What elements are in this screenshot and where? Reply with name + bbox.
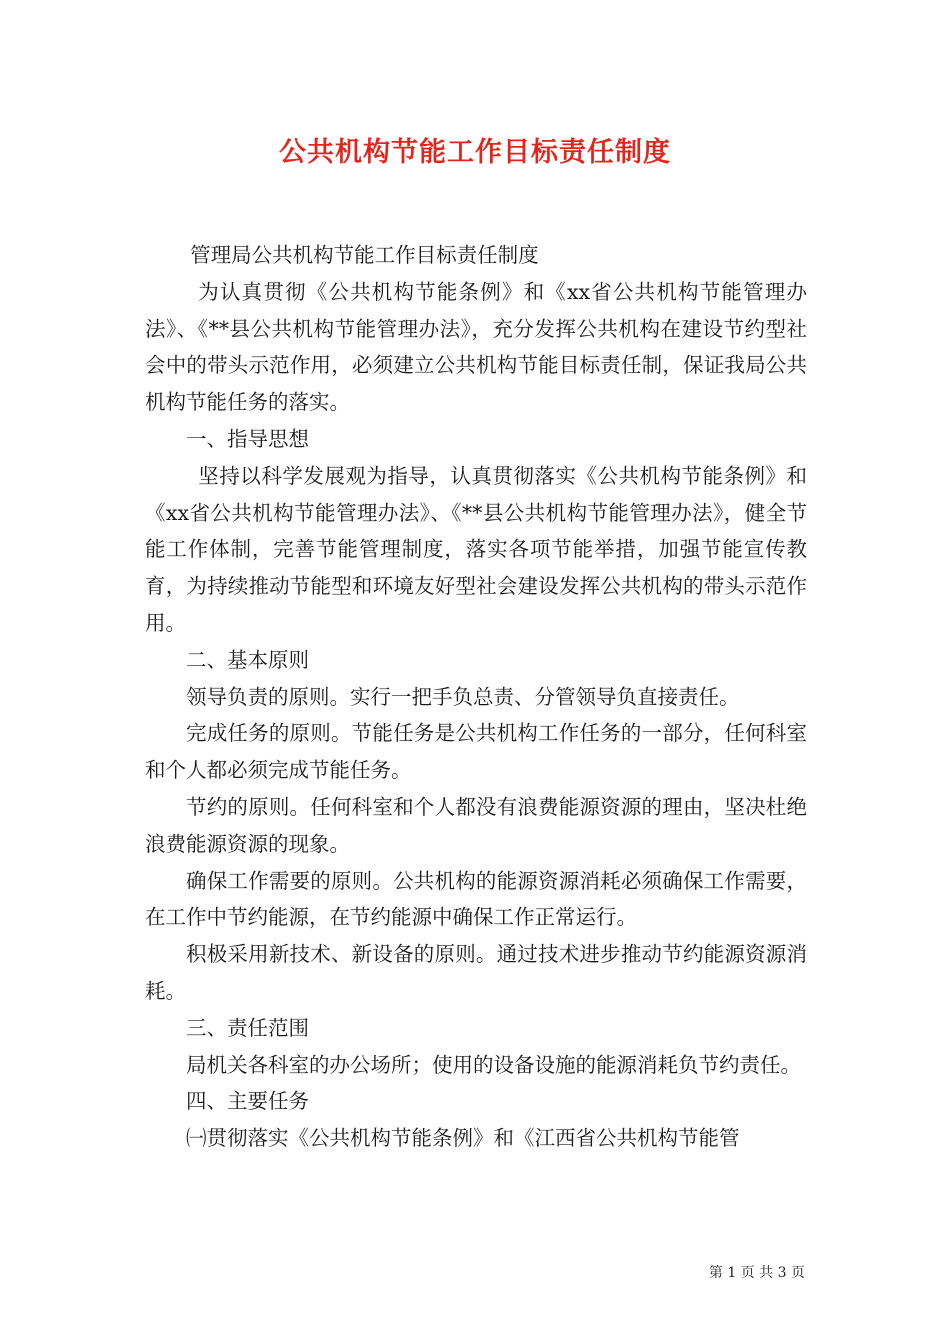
document-body bbox=[145, 237, 807, 1157]
scope-paragraph: 局机关各科室的办公场所；使用的设备设施的能源消耗负节约责任。 bbox=[186, 1052, 801, 1077]
document-title: 公共机构节能工作目标责任制度 bbox=[279, 137, 671, 168]
page-number: 第 1 页 共 3 页 bbox=[708, 1265, 805, 1281]
main-tasks-item-1: ㈠贯彻落实《公共机构节能条例》和《江西省公共机构节能管 bbox=[186, 1126, 740, 1151]
section-heading-main-tasks: 四、主要任务 bbox=[186, 1089, 309, 1114]
principle-task-completion-paragraph: 完成任务的原则。节能任务是公共机构工作任务的一部分，任何科室和个人都必须完成节能任务。 bbox=[145, 721, 807, 783]
section-heading-basic-principles: 二、基本原则 bbox=[186, 647, 309, 672]
guiding-ideology-paragraph: 坚持以科学发展观为指导，认真贯彻落实《公共机构节能条例》和《xx省公共机构节能管理办法》、《**县公共机构节能管理办法》，健全节能工作体制，完善节能管理制度，落实各项节能举措，加强节能宣传教育，为持续推动节能型和环境友好型社会建设发挥公共机构的带头示范作用。 bbox=[145, 463, 807, 635]
principle-leadership-paragraph: 领导负责的原则。实行一把手负总责、分管领导负直接责任。 bbox=[186, 684, 740, 709]
principle-saving-paragraph: 节约的原则。任何科室和个人都没有浪费能源资源的理由，坚决杜绝浪费能源资源的现象。 bbox=[145, 794, 807, 856]
principle-new-technology-paragraph: 积极采用新技术、新设备的原则。通过技术进步推动节约能源资源消耗。 bbox=[145, 942, 807, 1003]
section-heading-guiding-ideology: 一、指导思想 bbox=[186, 426, 309, 451]
subtitle-paragraph: 管理局公共机构节能工作目标责任制度 bbox=[190, 243, 539, 267]
principle-work-needs-paragraph: 确保工作需要的原则。公共机构的能源资源消耗必须确保工作需要，在工作中节约能源，在节约能源中确保工作正常运行。 bbox=[145, 868, 807, 930]
section-heading-scope: 三、责任范围 bbox=[186, 1015, 309, 1040]
intro-paragraph: 为认真贯彻《公共机构节能条例》和《xx省公共机构节能管理办法》、《**县公共机构节能管理办法》，充分发挥公共机构在建设节约型社会中的带头示范作用，必须建立公共机构节能目标责任制，保证我局公共机构节能任务的落实。 bbox=[145, 279, 807, 415]
